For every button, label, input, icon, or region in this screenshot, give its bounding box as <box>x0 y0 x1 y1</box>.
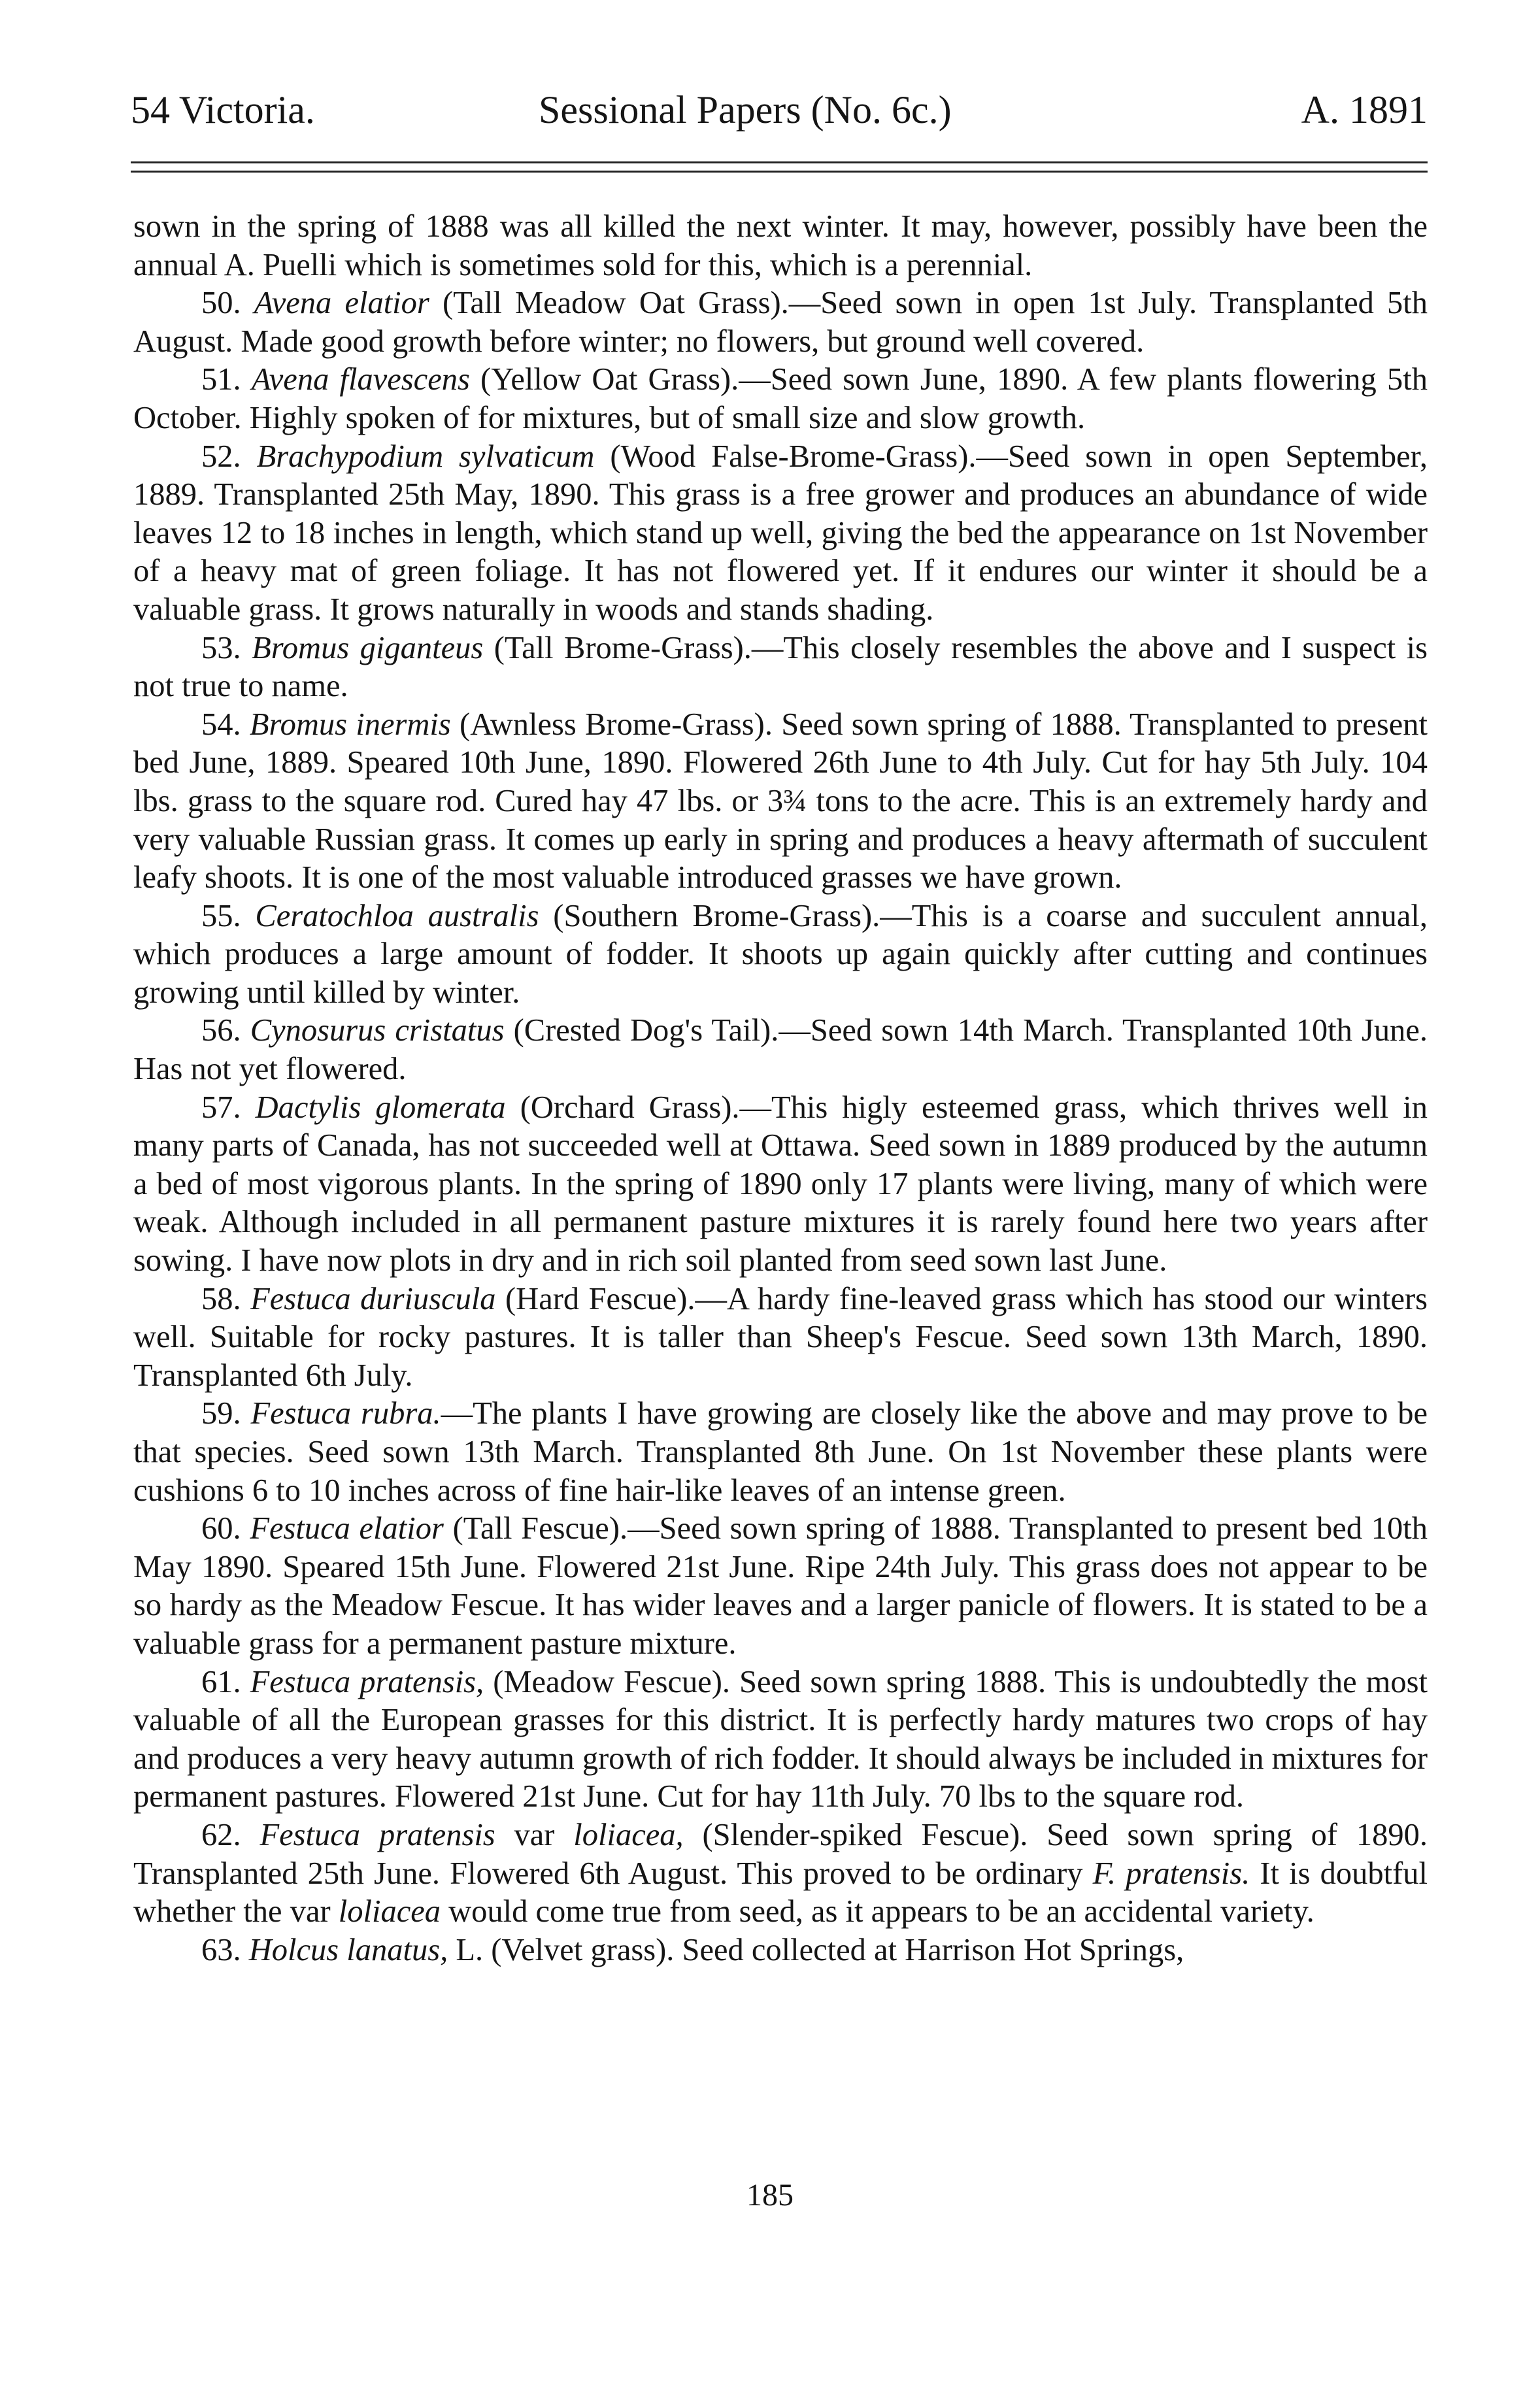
entry-53 <box>133 629 1428 706</box>
species-name: Festuca rubra. <box>250 1396 441 1431</box>
entry-number: 56. <box>201 1013 241 1048</box>
entry-text: (Awnless Brome-Grass). Seed sown spring of 1888. Transplanted to present bed June, 1889. Speared 10th June, 1890. Flowered 26th June to 4th July. Cut for hay 5th July. 104 lbs. grass to the square rod. Cured hay 47 lbs. or 3¾ tons to the acre. This is an extremely hardy and very valuable Russian grass. It comes up early in spring and produces a heavy aftermath of succulent leafy shoots. It is one of the most valuable introduced grasses we have grown. <box>133 707 1428 895</box>
entry-text: It is doubtful whether the var <box>133 1856 1428 1929</box>
entry-number: 61. <box>201 1664 241 1699</box>
entry-text: L. (Velvet grass). Seed collected at Harrison Hot Springs, <box>448 1932 1184 1967</box>
entry-61 <box>133 1663 1428 1816</box>
entry-number: 54. <box>201 707 241 742</box>
entry-text: (Wood False-Brome-Grass).—Seed sown in open September, 1889. Transplanted 25th May, 1890. This grass is a free grower and produces an abundance of wide leaves 12 to 18 inches in length, which stand up well, giving the bed the appearance on 1st November of a heavy mat of green foliage. It has not flowered yet. If it endures our winter it should be a valuable grass. It grows naturally in woods and stands shading. <box>133 439 1428 627</box>
intro-paragraph: sown in the spring of 1888 was all killed the next winter. It may, however, possibly have been the annual A. Puelli which is sometimes sold for this, which is a perennial. <box>133 209 1428 282</box>
body-text <box>133 208 1428 1969</box>
entry-text: (Southern Brome-Grass).—This is a coarse and succulent annual, which produces a large amount of fodder. It shoots up again quickly after cutting and continues growing until killed by winter. <box>133 898 1428 1010</box>
species-name: Avena flavescens <box>251 362 470 397</box>
entry-number: 59. <box>201 1396 241 1431</box>
entry-text: (Crested Dog's Tail).—Seed sown 14th March. Transplanted 10th June. Has not yet flowered. <box>133 1013 1428 1087</box>
entry-number: 50. <box>201 286 241 321</box>
variety-name: loliacea <box>338 1894 441 1929</box>
entry-60 <box>133 1510 1428 1663</box>
species-name: Festuca duriuscula <box>250 1281 496 1316</box>
header-title: Sessional Papers (No. 6c.) <box>539 88 952 131</box>
species-name: Bromus inermis <box>249 707 451 742</box>
entry-text: var <box>495 1817 574 1852</box>
entry-62 <box>133 1816 1428 1931</box>
entry-54 <box>133 706 1428 897</box>
header-volume: 54 Victoria. <box>131 88 315 131</box>
variety-name: loliacea, <box>573 1817 684 1852</box>
species-name: Cynosurus cristatus <box>250 1013 505 1048</box>
entry-number: 57. <box>201 1090 241 1125</box>
entry-text: (Slender-spiked Fescue). Seed sown spring of 1890. Transplanted 25th June. Flowered 6th August. This proved to be ordinary <box>133 1817 1428 1891</box>
entry-text: —The plants I have growing are closely like the above and may prove to be that species. Seed sown 13th March. Transplanted 8th June. On 1st November these plants were cushions 6 to 10 inches across of fine hair-like leaves of an intense green. <box>133 1396 1428 1508</box>
species-name: Festuca elatior <box>250 1511 444 1546</box>
entry-text: would come true from seed, as it appears to be an accidental variety. <box>441 1894 1314 1929</box>
species-name: Festuca pratensis, <box>250 1664 484 1699</box>
entry-number: 58. <box>201 1281 241 1316</box>
entry-57 <box>133 1089 1428 1280</box>
species-name: Brachypodium sylvaticum <box>256 439 595 474</box>
header-year: A. 1891 <box>1301 88 1428 131</box>
species-name: Dactylis glomerata <box>255 1090 506 1125</box>
entry-52 <box>133 438 1428 629</box>
running-header <box>131 84 1428 136</box>
page-number: 185 <box>746 2178 794 2212</box>
entry-number: 55. <box>201 898 241 933</box>
entry-number: 60. <box>201 1511 241 1546</box>
species-name: Avena elatior <box>254 286 429 321</box>
entry-number: 63. <box>201 1932 241 1967</box>
entry-text: (Meadow Fescue). Seed sown spring 1888. This is undoubtedly the most valuable of all the European grasses for this district. It is perfectly hardy matures two crops of hay and produces a very heavy autumn growth of rich fodder. It should always be included in mixtures for permanent pastures. Flowered 21st June. Cut for hay 11th July. 70 lbs to the square rod. <box>133 1664 1428 1814</box>
entry-58 <box>133 1280 1428 1395</box>
entry-number: 52. <box>201 439 241 474</box>
entry-text: (Yellow Oat Grass).—Seed sown June, 1890. A few plants flowering 5th October. Highly spoken of for mixtures, but of small size and slow growth. <box>133 362 1428 435</box>
entry-text: (Hard Fescue).—A hardy fine-leaved grass which has stood our winters well. Suitable for rocky pastures. It is taller than Sheep's Fescue. Seed sown 13th March, 1890. Transplanted 6th July. <box>133 1281 1428 1393</box>
species-name: Festuca pratensis <box>259 1817 495 1852</box>
entry-text: (Tall Meadow Oat Grass).—Seed sown in open 1st July. Transplanted 5th August. Made good growth before winter; no flowers, but ground well covered. <box>133 286 1428 359</box>
entry-number: 51. <box>201 362 241 397</box>
entry-number: 62. <box>201 1817 241 1852</box>
entry-55 <box>133 897 1428 1012</box>
entry-number: 53. <box>201 630 241 665</box>
entry-text: (Tall Fescue).—Seed sown spring of 1888. Transplanted to present bed 10th May 1890. Speared 15th June. Flowered 21st June. Ripe 24th July. This grass does not appear to be so hardy as the Meadow Fescue. It has wider leaves and a larger panicle of flowers. It is stated to be a valuable grass for a permanent pasture mixture. <box>133 1511 1428 1661</box>
header-rule-bottom <box>131 171 1428 173</box>
entry-56 <box>133 1012 1428 1088</box>
entry-text: (Tall Brome-Grass).—This closely resembles the above and I suspect is not true to name. <box>133 630 1428 704</box>
header-rule-top <box>131 161 1428 163</box>
entry-50 <box>133 284 1428 361</box>
entry-59 <box>133 1395 1428 1510</box>
entry-text: (Orchard Grass).—This higly esteemed grass, which thrives well in many parts of Canada, has not succeeded well at Ottawa. Seed sown in 1889 produced by the autumn a bed of most vigorous plants. In the spring of 1890 only 17 plants were living, many of which were weak. Although included in all permanent pasture mixtures it is rarely found here two years after sowing. I have now plots in dry and in rich soil planted from seed sown last June. <box>133 1090 1428 1278</box>
entry-63 <box>133 1931 1428 1970</box>
species-name: Holcus lanatus, <box>248 1932 448 1967</box>
species-name: F. pratensis. <box>1092 1856 1250 1891</box>
entry-51 <box>133 361 1428 437</box>
species-name: Ceratochloa australis <box>255 898 539 933</box>
species-name: Bromus giganteus <box>252 630 484 665</box>
